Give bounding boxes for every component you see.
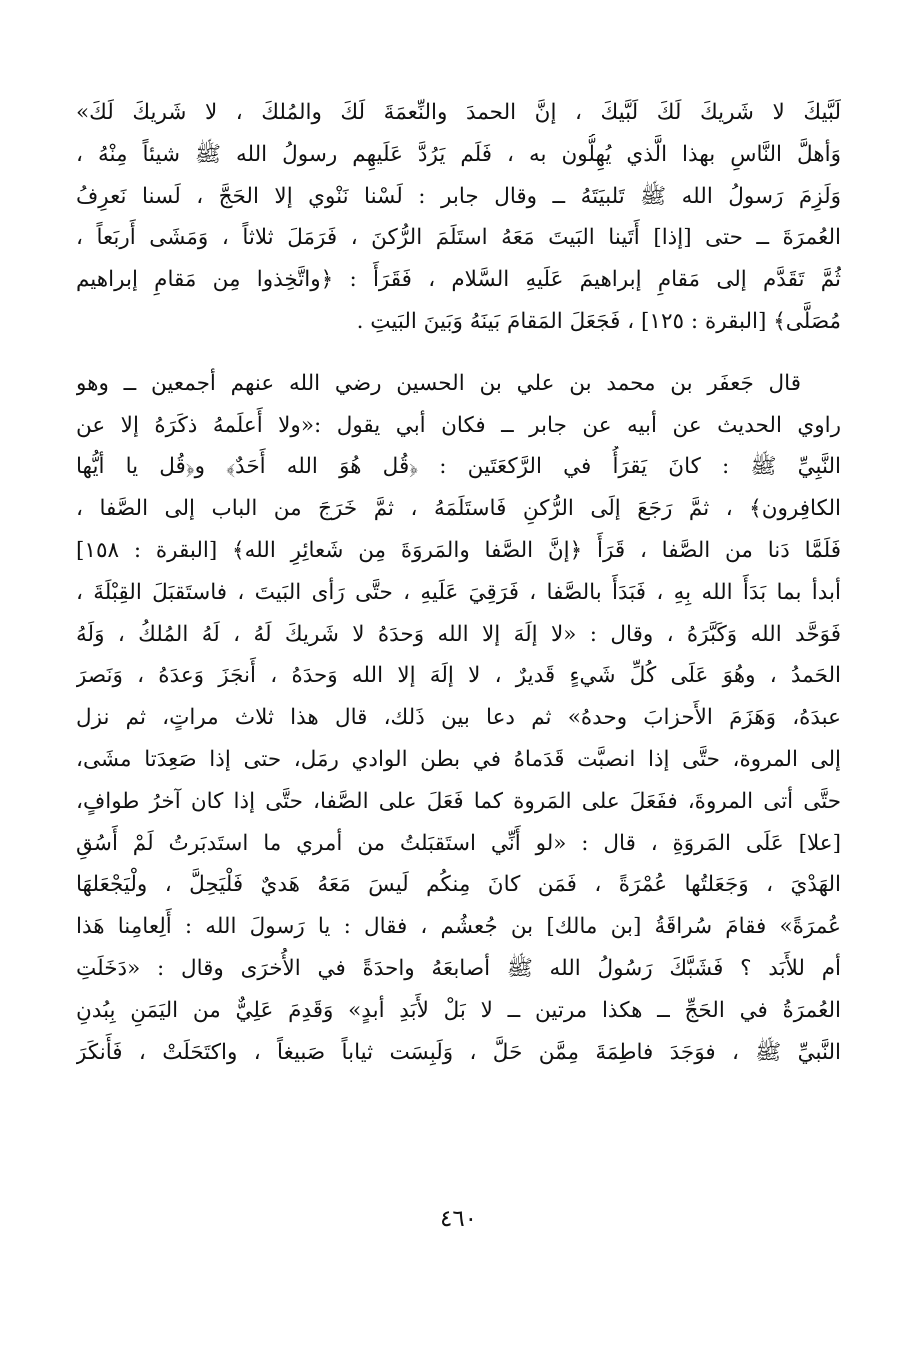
text-line: لَبَّيكَ لا شَريكَ لَكَ لَبَّيكَ ، إنَّ الحمدَ والنِّعمَةَ لَكَ والمُلكَ ، لا شَريكَ لَكَ» bbox=[76, 100, 841, 125]
text-line: أبدأ بما بَدَأَ الله بِهِ ، فَبَدَأَ بالصَّفا ، فَرَقِيَ عَلَيهِ ، حتَّى رَأى البَيتَ ، فاستَقبَلَ القِبْلَةَ ، bbox=[76, 579, 841, 605]
text-line: الهَدْيَ ، وَجَعَلتُها عُمْرَةً ، فَمَن كانَ مِنكُم لَيسَ مَعَهُ هَديٌ فَلْيَحِلَّ ، ولْيَجْعَلهَا bbox=[76, 872, 841, 898]
page-number: ٤٦٠ bbox=[439, 1206, 478, 1232]
text-line: وَلَزِمَ رَسولُ الله ﷺ تَلبيَتَهُ ــ وقال جابر : لَسْنا نَنْوي إلا الحَجَّ ، لَسنا نَعرِفُ bbox=[76, 183, 841, 209]
text-line: النَّبِيِّ ﷺ : كانَ يَقرَأُ في الرَّكعَتَين : ﴿قُل هُوَ الله أَحَدٌ﴾ و﴿قُل يا أيُّها bbox=[76, 454, 841, 480]
text-line: النَّبيِّ ﷺ ، فوَجَدَ فاطِمَةَ مِمَّن حَلَّ ، وَلَبِسَت ثياباً صَبيغاً ، واكتَحَلَتْ ، فَأَنكَرَ bbox=[76, 1039, 841, 1065]
page-body bbox=[76, 92, 841, 1073]
paragraph-gap bbox=[76, 343, 841, 363]
text-line: فَوَحَّد الله وَكَبَّرَهُ ، وقال : «لا إلَهَ إلا الله وَحدَهُ لا شَريكَ لَهُ ، لَهُ المُلكُ ، وَلَهُ bbox=[76, 621, 841, 647]
text-line: عبدَهُ، وَهَزَمَ الأَحزابَ وحدهُ» ثم دعا بين ذَلك، قال هذا ثلاث مراتٍ، ثم نزل bbox=[76, 705, 841, 731]
text-line: وَأهلَّ النَّاسِ بهذا الَّذي يُهِلُّون به ، فَلَم يَرُدَّ عَلَيهِم رسولُ الله ﷺ شيئاً مِنْهُ ، bbox=[76, 141, 841, 167]
text-line: عُمرَةً» فقامَ سُراقَةُ [بن مالك] بن جُعشُم ، فقال : يا رَسولَ الله : أَلِعامِنا هَذا bbox=[76, 914, 841, 940]
text-line: ثُمَّ تَقَدَّم إلى مَقامِ إبراهيمَ عَلَيهِ السَّلام ، فَقَرَأَ : ﴿واتَّخِذوا مِن مَقامِ إبراهيم bbox=[76, 267, 841, 293]
text-line: راوي الحديث عن أبيه عن جابر ــ فكان أبي يقول :«ولا أَعلَمهُ ذكَرَهُ إلا عن bbox=[76, 412, 841, 438]
text-line: فَلَمَّا دَنا من الصَّفا ، قَرَأَ ﴿إنَّ الصَّفا والمَروَةَ مِن شَعائِرِ الله﴾ [البقرة : ١٥٨] bbox=[76, 537, 841, 563]
text-line: أم للأَبَد ؟ فَشَبَّكَ رَسُولُ الله ﷺ أصابعَهُ واحدَةً في الأُخرَى وقال : «دَخَلَتِ bbox=[76, 955, 841, 981]
text-line: إلى المروة، حتَّى إذا انصبَّت قَدَماهُ في بطن الوادي رمَل، حتى إذا صَعِدَتا مشَى، bbox=[76, 746, 841, 772]
text-line: قال جَعفَر بن محمد بن علي بن الحسين رضي الله عنهم أجمعين ــ وهو bbox=[76, 370, 801, 396]
text-line: العُمرَةَ ــ حتى [إذا] أَتَينا البَيتَ مَعَهُ استَلَمَ الرُّكنَ ، فَرَمَلَ ثلاثاً ، وَمَشَى أَربَعاً ، bbox=[76, 225, 841, 251]
text-line: [علا] عَلَى المَروَةِ ، قال : «لو أَنِّي استَقبَلتُ من أمري ما استَدبَرتُ لَمْ أَسُقِ bbox=[76, 830, 841, 856]
paragraph-2 bbox=[76, 363, 841, 1074]
text-line: الكافِرون﴾ ، ثمَّ رَجَعَ إلَى الرُّكنِ فَاستَلَمَهُ ، ثمَّ خَرَجَ من الباب إلى الصَّفا ، bbox=[76, 496, 841, 522]
paragraph-1 bbox=[76, 92, 841, 343]
text-line: العُمرَةُ في الحَجِّ ــ هكذا مرتين ــ لا بَلْ لأَبَدِ أبدٍ» وَقَدِمَ عَلِيٌّ من اليَمَنِ بِبُدنِ bbox=[76, 997, 841, 1023]
text-line: الحَمدُ ، وهُوَ عَلَى كُلِّ شَيءٍ قَديرٌ ، لا إلَهَ إلا الله وَحدَهُ ، أَنجَزَ وَعدَهُ ، وَنَصرَ bbox=[76, 663, 841, 689]
text-line: حتَّى أتى المروةَ، ففَعَلَ على المَروة كما فَعَلَ على الصَّفا، حتَّى إذا كان آخرُ طوافٍ، bbox=[76, 788, 841, 814]
text-line: مُصَلَّى﴾ [البقرة : ١٢٥] ، فَجَعَلَ المَقامَ بَينَهُ وَبَينَ البَيتِ . bbox=[356, 308, 841, 334]
